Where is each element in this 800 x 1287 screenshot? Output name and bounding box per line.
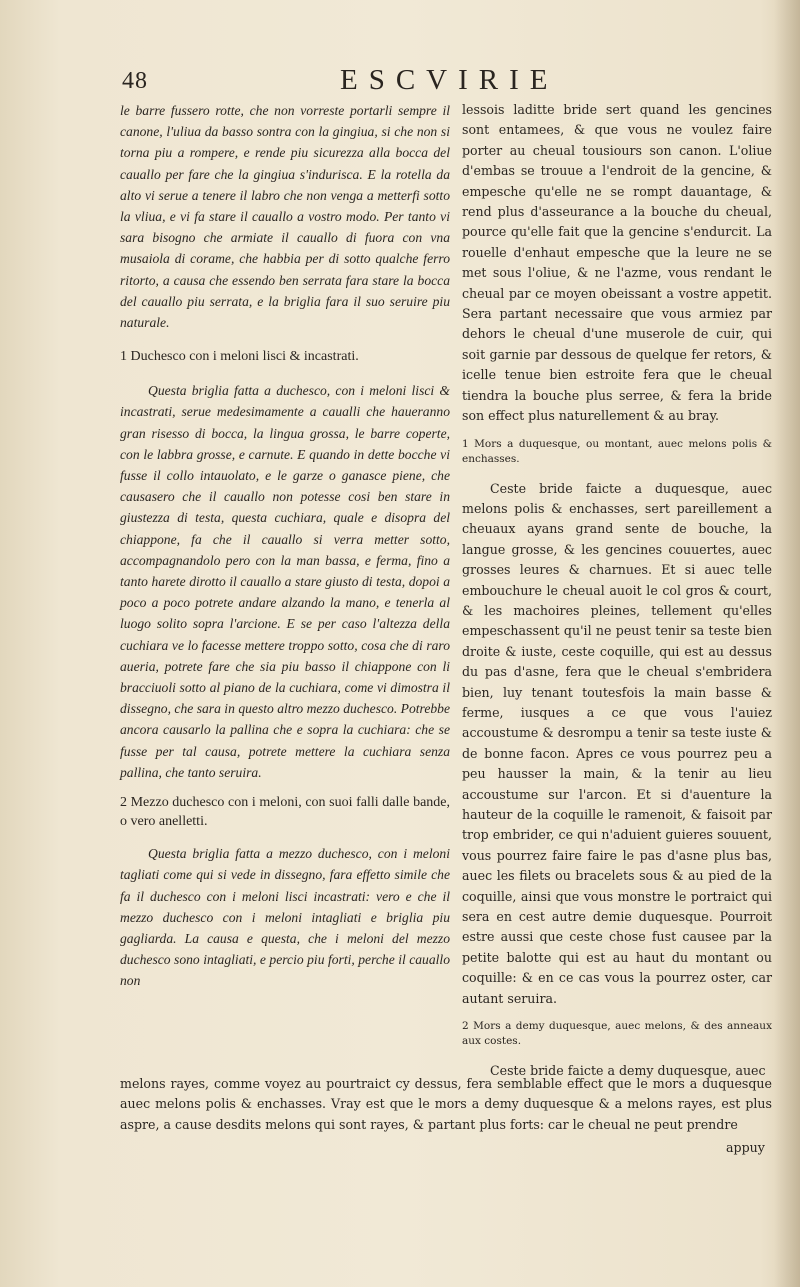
page-edge-shadow	[774, 0, 800, 1287]
french-heading-2: 2 Mors a demy duquesque, auec melons, & des anneaux aux costes.	[462, 1020, 772, 1048]
catchword: appuy	[726, 1140, 765, 1155]
french-continuation	[120, 1074, 772, 1135]
italian-heading-1: 1 Duchesco con i meloni lisci & incastrati.	[120, 349, 359, 365]
french-paragraph-3-start: Ceste bride faicte a demy duquesque, auec	[490, 1063, 766, 1079]
italian-paragraph-3: Questa briglia fatta a mezzo duchesco, con i meloni tagliati come qui si vede in dissegno, fara effetto simile che fa il duchesco con i meloni lisci incastrati: vero e che il mezzo duchesco con i meloni intagliati e briglia piu gagliarda. La causa e questa, che i meloni del mezzo duchesco sono intagliati, e percio piu forti, perche il cauallo non	[120, 846, 450, 989]
running-title: ESCVIRIE	[340, 64, 559, 96]
italian-paragraph-2: Questa briglia fatta a duchesco, con i meloni lisci & incastrati, serue medesimamente a caualli che haueranno gran risesso di bocca, la lingua grossa, le barre coperte, con le labbra grosse, e carnute. E quando in dette bocche vi fusse il collo intauolato, e le garze o ganasce piene, che causasero che il cauallo non potesse cosi ben stare in giustezza di testa, questa cuchiara, quale e disopra del chiappone, fa che il cauallo si verra metter sotto, accompagnandolo pero con la man bassa, e ferma, fino a tanto harete dirotto il cauallo a stare giusto di testa, dopoi a poco a poco potrete andare alzando la mano, e tenerla al luogo solito sopra l'arcione. E se per caso l'altezza della cuchiara ve lo facesse mettere troppo sotto, cosa che di raro aueria, potrete fare che sia piu basso il chiappone con li bracciuoli sotto al piano de la cuchiara, come vi dimostra il dissegno, che sara in questo altro mezzo duchesco. Potrebbe ancora causarlo la pallina che e sopra la cuchiara: che se fusse per tal causa, potrete mettere la cuchiara senza pallina, che tanto seruira.	[120, 383, 450, 780]
french-bottom-text: melons rayes, comme voyez au pourtraict cy dessus, fera semblable effect que le mors a duquesque auec melons polis & enchasses. Vray est que le mors a demy duquesque & a melons rayes, est plus aspre, a cause desdits melons qui sont rayes, & partant plus forts: car le cheual ne peut prendre	[120, 1076, 772, 1132]
italian-column	[120, 100, 450, 992]
french-heading-1: 1 Mors a duquesque, ou montant, auec melons polis & enchasses.	[462, 437, 772, 465]
french-paragraph-1: lessois laditte bride sert quand les gencines sont entamees, & que vous ne voulez faire porter au cheual tousiours son canon. L'oliue d'embas se trouue a l'endroit de la gencine, & empesche qu'elle ne se rompt dauantage, & rend plus d'asseurance a la bouche du cheual, pource qu'elle fait que la gencine s'endurcit. La rouelle d'enhaut empesche que la leure ne se met sous l'oliue, & ne l'azme, vous rendant le cheual par ce moyen obeissant a vostre appetit. Sera partant necessaire que vous armiez par dehors le cheual d'une muserole de cuir, qui soit garnie par dessous de quelque fer retors, & icelle tenue bien estroite fera que le cheual tiendra la bouche plus serree, & fera la bride son effect plus naturellement & au bray.	[462, 102, 772, 424]
page-number: 48	[122, 68, 148, 94]
italian-paragraph-1: le barre fussero rotte, che non vorreste portarli sempre il canone, l'uliua da basso sontra con la gingiua, si che non si torna piu a rompere, e rende piu sicurezza alla bocca del cauallo per fare che la gingiua s'indurisca. E la rotella da alto vi serue a tenere il labro che non venga a metterfi sotto la vliua, e vi fa stare il cauallo a vostro modo. Per tanto vi sara bisogno che armiate il cauallo di fuora con vna musaiola di corame, che habbia per di sotto qualche ferro ritorto, a causa che essendo ben serrata fara stare la bocca del cauallo piu serrata, e la briglia fara il suo seruire piu naturale.	[120, 103, 450, 331]
french-column	[462, 100, 772, 1081]
italian-heading-2: 2 Mezzo duchesco con i meloni, con suoi falli dalle bande, o vero anelletti.	[120, 795, 450, 830]
french-paragraph-2: Ceste bride faicte a duquesque, auec melons polis & enchasses, sert pareillement a cheuaux ayans grand sente de bouche, la langue grosse, & les gencines couuertes, auec grosses leures & charnues. Et si auec telle embouchure le cheual auoit le col gros & court, & les machoires pleines, tellement qu'elles empeschassent qu'il ne peust tenir sa teste bien droite & iuste, ceste coquille, qui est au dessus du pas d'asne, fera que le cheual s'embridera bien, luy tenant toutesfois la main basse & ferme, iusques a ce que vous l'auiez accoustume & desrompu a tenir sa teste iuste & de bonne facon. Apres ce vous pourrez peu a peu hausser la main, & la tenir au lieu accoustume sur l'arcon. Et si d'auenture la hauteur de la coquille le ramenoit, & faisoit par trop embrider, ce qui n'aduient guieres souuent, vous pourrez faire faire le pas d'asne plus bas, auec les filets ou bracelets sous & au pied de la coquille, ainsi que vous monstre le portraict qui sera en cest autre demie duquesque. Pourroit estre aussi que ceste chose fust causee par la petite balotte qui est au haut du montant ou coquille: & en ce cas vous la pourrez oster, car autant seruira.	[462, 480, 772, 1006]
